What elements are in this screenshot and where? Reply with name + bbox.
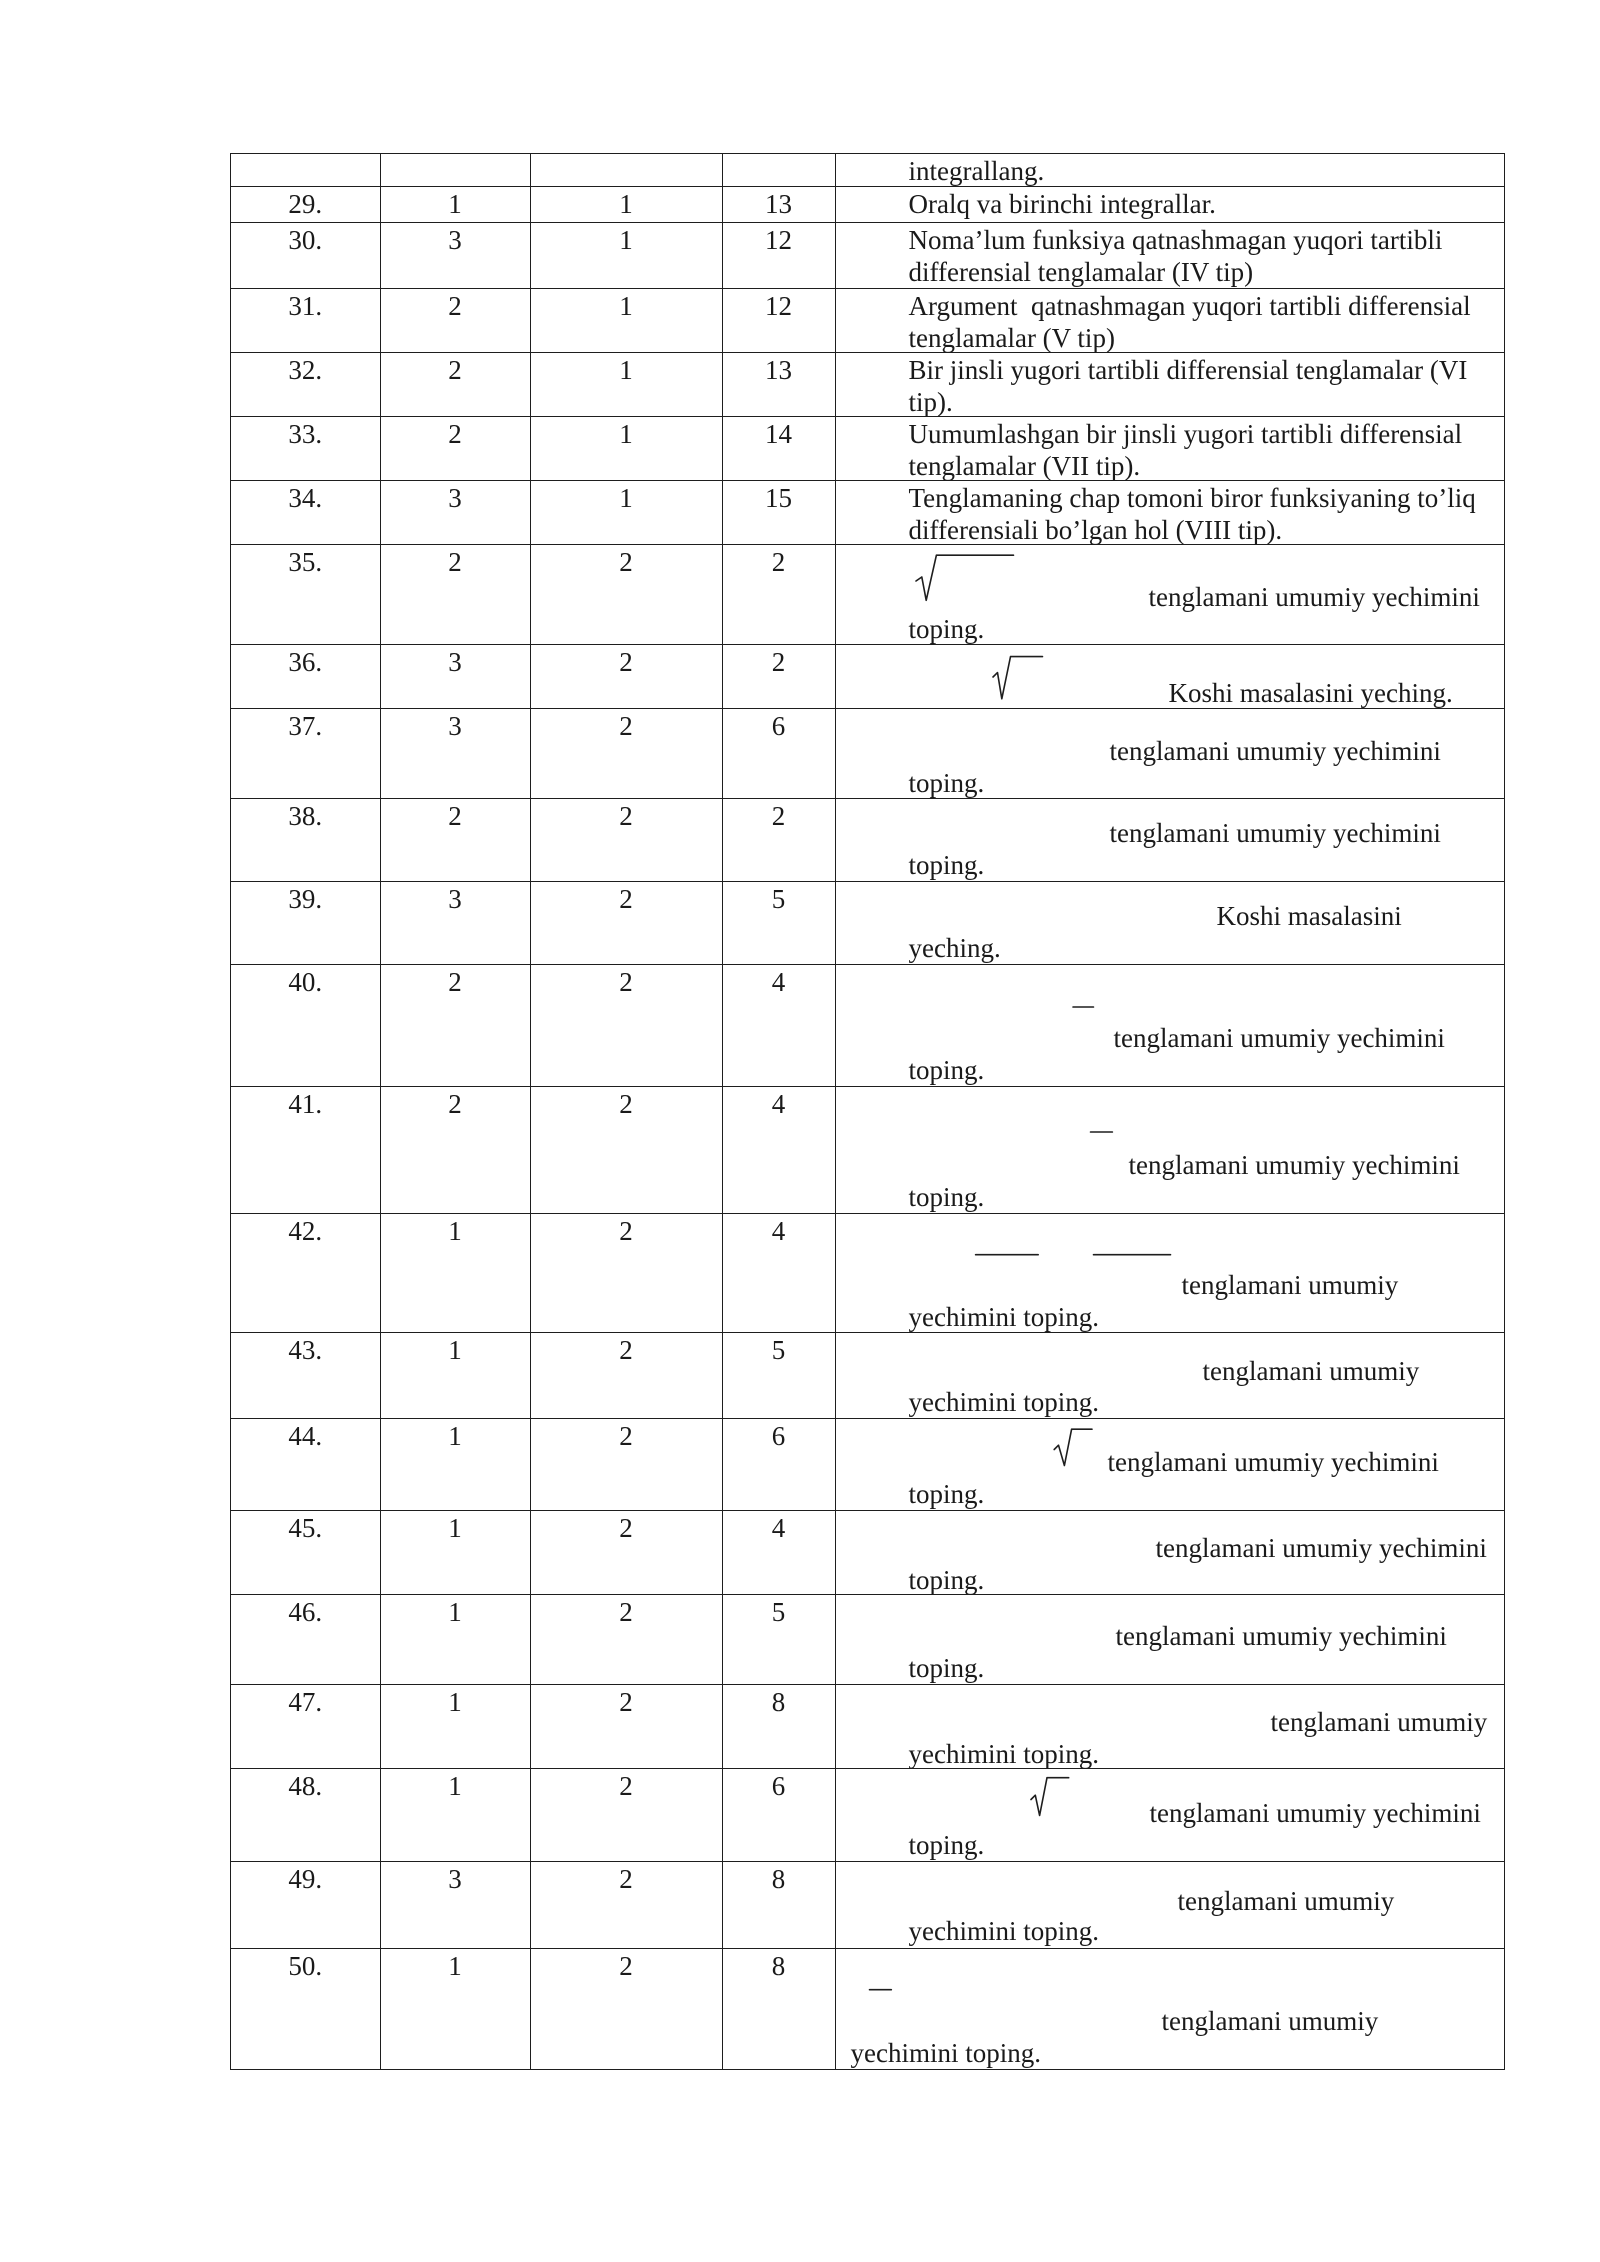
table-row [231, 1511, 1505, 1595]
topic-line: yeching. [908, 933, 1001, 963]
row-number: 32. [288, 355, 323, 385]
cell-topic [836, 709, 1505, 798]
topic-line: tenglamalar (VII tip). [908, 451, 1141, 481]
cell-col2 [381, 1685, 531, 1768]
cell-col2 [381, 645, 531, 708]
col2-value: 1 [448, 1687, 462, 1717]
cell-number [231, 187, 381, 222]
col3-value: 1 [619, 483, 633, 513]
table-row [231, 799, 1505, 882]
cell-col3 [531, 417, 723, 480]
col3-value: 1 [619, 355, 633, 385]
cell-number [231, 154, 381, 186]
cell-col2 [381, 882, 531, 964]
topic-line: differensiali bo’lgan hol (VIII tip). [908, 515, 1283, 545]
col2-value: 3 [448, 884, 462, 914]
cell-col2 [381, 1511, 531, 1594]
cell-col4 [723, 1419, 836, 1510]
cell-topic [836, 289, 1505, 352]
col4-value: 13 [765, 355, 792, 385]
cell-topic [836, 645, 1505, 708]
cell-col4 [723, 882, 836, 964]
cell-topic [836, 1511, 1505, 1594]
col3-value: 2 [619, 801, 633, 831]
topic-line: yechimini toping. [908, 1916, 1099, 1946]
cell-col3 [531, 1214, 723, 1332]
cell-col4 [723, 481, 836, 544]
col3-value: 2 [619, 1597, 633, 1627]
col2-value: 3 [448, 483, 462, 513]
row-number: 41. [288, 1089, 323, 1119]
topic-line: toping. [908, 850, 985, 880]
table-row [231, 1595, 1505, 1685]
cell-number [231, 799, 381, 881]
col2-value: 3 [448, 225, 462, 255]
topic-line: tenglamani umumiy yechimini [1107, 1447, 1439, 1477]
cell-topic [836, 1685, 1505, 1768]
topic-line: tenglamani umumiy yechimini [1113, 1023, 1445, 1053]
col4-value: 5 [771, 1597, 786, 1627]
cell-col3 [531, 187, 723, 222]
cell-col2 [381, 1595, 531, 1684]
topic-line: Tenglamaning chap tomoni biror funksiyaning to’liq [908, 483, 1476, 513]
col4-value: 8 [771, 1951, 786, 1981]
col2-value: 1 [448, 1951, 462, 1981]
col4-value: 6 [771, 1771, 786, 1801]
topic-line: toping. [908, 614, 985, 644]
table-row [231, 1419, 1505, 1511]
table-row [231, 289, 1505, 353]
row-number: 49. [288, 1864, 323, 1894]
cell-col4 [723, 1333, 836, 1418]
cell-col4 [723, 799, 836, 881]
cell-col3 [531, 645, 723, 708]
cell-col3 [531, 1862, 723, 1948]
col4-value: 13 [765, 189, 792, 219]
topic-line: tenglamani umumiy yechimini [1128, 1150, 1460, 1180]
cell-col2 [381, 965, 531, 1086]
table-row [231, 353, 1505, 417]
col4-value: 12 [765, 291, 792, 321]
cell-topic [836, 1419, 1505, 1510]
topic-line: Argument qatnashmagan yuqori tartibli differensial [908, 291, 1471, 321]
cell-col4 [723, 187, 836, 222]
cell-number [231, 882, 381, 964]
col4-value: 5 [771, 1335, 786, 1365]
cell-topic [836, 481, 1505, 544]
topic-line: integrallang. [908, 156, 1045, 186]
col4-value: 6 [771, 1421, 786, 1451]
col4-value: 4 [771, 1513, 786, 1543]
col2-value: 3 [448, 1864, 462, 1894]
cell-col2 [381, 1087, 531, 1213]
cell-number [231, 1333, 381, 1418]
cell-col4 [723, 154, 836, 186]
col2-value: 1 [448, 1513, 462, 1543]
col2-value: 3 [448, 647, 462, 677]
cell-col3 [531, 1595, 723, 1684]
cell-col4 [723, 645, 836, 708]
cell-col3 [531, 545, 723, 644]
cell-number [231, 353, 381, 416]
cell-col2 [381, 417, 531, 480]
cell-col3 [531, 481, 723, 544]
cell-topic [836, 545, 1505, 644]
table-row [231, 709, 1505, 799]
row-number: 44. [288, 1421, 323, 1451]
cell-topic [836, 965, 1505, 1086]
col4-value: 4 [771, 1089, 786, 1119]
row-number: 43. [288, 1335, 323, 1365]
topic-line: Uumumlashgan bir jinsli yugori tartibli differensial [908, 419, 1463, 449]
cell-number [231, 1087, 381, 1213]
cell-col3 [531, 965, 723, 1086]
cell-number [231, 223, 381, 288]
row-number: 29. [288, 189, 323, 219]
table-row [231, 545, 1505, 645]
col3-value: 2 [619, 1421, 633, 1451]
col3-value: 1 [619, 291, 633, 321]
topic-line: Koshi masalasini [1216, 901, 1402, 931]
cell-col3 [531, 1419, 723, 1510]
col4-value: 2 [771, 647, 786, 677]
cell-col2 [381, 289, 531, 352]
topics-table [230, 153, 1505, 2070]
table-row [231, 1087, 1505, 1214]
topic-line: tenglamalar (V tip) [908, 323, 1115, 353]
cell-col4 [723, 545, 836, 644]
cell-col2 [381, 187, 531, 222]
cell-col4 [723, 1769, 836, 1861]
row-number: 36. [288, 647, 323, 677]
table-row [231, 1949, 1505, 2070]
col4-value: 5 [771, 884, 786, 914]
col4-value: 4 [771, 1216, 786, 1246]
cell-number [231, 1511, 381, 1594]
topic-line: toping. [908, 1653, 985, 1683]
topic-line: tenglamani umumiy yechimini [1149, 1798, 1481, 1828]
topic-line: Oralq va birinchi integrallar. [908, 189, 1216, 219]
col2-value: 2 [448, 967, 462, 997]
cell-topic [836, 353, 1505, 416]
col4-value: 14 [765, 419, 792, 449]
cell-col3 [531, 1333, 723, 1418]
topic-line: tenglamani umumiy yechimini [1148, 582, 1480, 612]
col2-value: 2 [448, 355, 462, 385]
topic-line: toping. [908, 1055, 985, 1085]
col3-value: 2 [619, 1687, 633, 1717]
topic-line: toping. [908, 768, 985, 798]
table-row [231, 882, 1505, 965]
cell-col4 [723, 289, 836, 352]
cell-col4 [723, 1685, 836, 1768]
col3-value: 2 [619, 1216, 633, 1246]
col3-value: 1 [619, 189, 633, 219]
col3-value: 2 [619, 1513, 633, 1543]
cell-col3 [531, 289, 723, 352]
topic-line: yechimini toping. [908, 1302, 1099, 1332]
cell-number [231, 965, 381, 1086]
cell-col4 [723, 1087, 836, 1213]
cell-number [231, 481, 381, 544]
cell-number [231, 545, 381, 644]
col3-value: 2 [619, 1951, 633, 1981]
cell-topic [836, 1862, 1505, 1948]
col3-value: 2 [619, 884, 633, 914]
row-number: 47. [288, 1687, 323, 1717]
col3-value: 2 [619, 967, 633, 997]
col4-value: 8 [771, 1687, 786, 1717]
cell-number [231, 1595, 381, 1684]
col4-value: 12 [765, 225, 792, 255]
cell-col3 [531, 799, 723, 881]
cell-number [231, 417, 381, 480]
cell-col2 [381, 1333, 531, 1418]
col4-value: 4 [771, 967, 786, 997]
col2-value: 2 [448, 291, 462, 321]
cell-number [231, 289, 381, 352]
table-row [231, 417, 1505, 481]
cell-col4 [723, 1214, 836, 1332]
col3-value: 2 [619, 547, 633, 577]
cell-col3 [531, 882, 723, 964]
table-row [231, 223, 1505, 289]
col2-value: 2 [448, 801, 462, 831]
cell-col3 [531, 1949, 723, 2069]
cell-topic [836, 1595, 1505, 1684]
col2-value: 1 [448, 1216, 462, 1246]
row-number: 50. [288, 1951, 323, 1981]
cell-col2 [381, 799, 531, 881]
col2-value: 1 [448, 1421, 462, 1451]
cell-number [231, 1419, 381, 1510]
cell-col4 [723, 1862, 836, 1948]
topic-line: toping. [908, 1830, 985, 1860]
cell-col4 [723, 353, 836, 416]
topic-line: tenglamani umumiy [1270, 1707, 1488, 1737]
col4-value: 15 [765, 483, 792, 513]
col4-value: 8 [771, 1864, 786, 1894]
cell-topic [836, 1949, 1505, 2069]
cell-col2 [381, 353, 531, 416]
col3-value: 2 [619, 1089, 633, 1119]
col2-value: 1 [448, 1335, 462, 1365]
topic-line: tenglamani umumiy [1177, 1886, 1395, 1916]
table-row [231, 965, 1505, 1087]
col4-value: 6 [771, 711, 786, 741]
topic-line: Noma’lum funksiya qatnashmagan yuqori tartibli [908, 225, 1443, 255]
cell-number [231, 1214, 381, 1332]
cell-col2 [381, 1862, 531, 1948]
cell-col2 [381, 709, 531, 798]
cell-number [231, 1949, 381, 2069]
cell-topic [836, 1769, 1505, 1861]
cell-col2 [381, 481, 531, 544]
cell-col3 [531, 223, 723, 288]
cell-number [231, 1685, 381, 1768]
col4-value: 2 [771, 801, 786, 831]
cell-col3 [531, 1087, 723, 1213]
cell-col4 [723, 1511, 836, 1594]
table-row [231, 481, 1505, 545]
row-number: 46. [288, 1597, 323, 1627]
row-number: 34. [288, 483, 323, 513]
topic-line: tip). [908, 387, 953, 417]
topic-line: yechimini toping. [850, 2038, 1041, 2068]
col2-value: 2 [448, 1089, 462, 1119]
row-number: 33. [288, 419, 323, 449]
table-row [231, 1214, 1505, 1333]
cell-topic [836, 154, 1505, 186]
table-row [231, 1769, 1505, 1862]
row-number: 39. [288, 884, 323, 914]
col2-value: 1 [448, 189, 462, 219]
cell-col2 [381, 1419, 531, 1510]
col3-value: 1 [619, 225, 633, 255]
cell-topic [836, 1087, 1505, 1213]
topic-line: differensial tenglamalar (IV tip) [908, 257, 1254, 287]
cell-number [231, 1769, 381, 1861]
col2-value: 3 [448, 711, 462, 741]
cell-col3 [531, 709, 723, 798]
cell-col3 [531, 353, 723, 416]
col3-value: 2 [619, 1864, 633, 1894]
topic-line: Bir jinsli yugori tartibli differensial tenglamalar (VI [908, 355, 1468, 385]
cell-col4 [723, 417, 836, 480]
col2-value: 1 [448, 1771, 462, 1801]
cell-topic [836, 417, 1505, 480]
table-row [231, 1862, 1505, 1949]
table-row [231, 645, 1505, 709]
cell-col2 [381, 223, 531, 288]
col3-value: 2 [619, 711, 633, 741]
cell-col2 [381, 545, 531, 644]
table-row [231, 1685, 1505, 1769]
cell-col3 [531, 1685, 723, 1768]
row-number: 42. [288, 1216, 323, 1246]
cell-topic [836, 1214, 1505, 1332]
cell-number [231, 1862, 381, 1948]
topic-line: tenglamani umumiy yechimini [1155, 1533, 1487, 1563]
topic-line: tenglamani umumiy [1181, 1270, 1399, 1300]
col3-value: 2 [619, 1771, 633, 1801]
cell-col4 [723, 1949, 836, 2069]
row-number: 35. [288, 547, 323, 577]
cell-col4 [723, 709, 836, 798]
row-number: 30. [288, 225, 323, 255]
topic-line: yechimini toping. [908, 1387, 1099, 1417]
topic-line: tenglamani umumiy yechimini [1115, 1621, 1447, 1651]
topic-line: tenglamani umumiy yechimini [1109, 736, 1441, 766]
row-number: 48. [288, 1771, 323, 1801]
cell-col3 [531, 1769, 723, 1861]
topic-line: toping. [908, 1479, 985, 1509]
topic-line: Koshi masalasini yeching. [1168, 678, 1453, 708]
col4-value: 2 [771, 547, 786, 577]
table-row [231, 1333, 1505, 1419]
topic-line: toping. [908, 1565, 985, 1595]
cell-col2 [381, 1949, 531, 2069]
row-number: 45. [288, 1513, 323, 1543]
cell-topic [836, 1333, 1505, 1418]
cell-number [231, 645, 381, 708]
row-number: 40. [288, 967, 323, 997]
col2-value: 2 [448, 419, 462, 449]
table-row [231, 154, 1505, 187]
col2-value: 1 [448, 1597, 462, 1627]
cell-col4 [723, 223, 836, 288]
col3-value: 2 [619, 647, 633, 677]
cell-topic [836, 799, 1505, 881]
cell-col2 [381, 154, 531, 186]
cell-col2 [381, 1214, 531, 1332]
cell-col4 [723, 1595, 836, 1684]
topic-line: tenglamani umumiy [1161, 2006, 1379, 2036]
col3-value: 1 [619, 419, 633, 449]
topic-line: tenglamani umumiy [1202, 1356, 1420, 1386]
cell-col3 [531, 154, 723, 186]
cell-topic [836, 223, 1505, 288]
col3-value: 2 [619, 1335, 633, 1365]
cell-number [231, 709, 381, 798]
cell-col2 [381, 1769, 531, 1861]
row-number: 38. [288, 801, 323, 831]
cell-topic [836, 187, 1505, 222]
topic-line: toping. [908, 1182, 985, 1212]
cell-topic [836, 882, 1505, 964]
cell-col3 [531, 1511, 723, 1594]
col2-value: 2 [448, 547, 462, 577]
row-number: 37. [288, 711, 323, 741]
table-row [231, 187, 1505, 223]
topic-line: yechimini toping. [908, 1739, 1099, 1769]
row-number: 31. [288, 291, 323, 321]
cell-col4 [723, 965, 836, 1086]
topic-line: tenglamani umumiy yechimini [1109, 818, 1441, 848]
